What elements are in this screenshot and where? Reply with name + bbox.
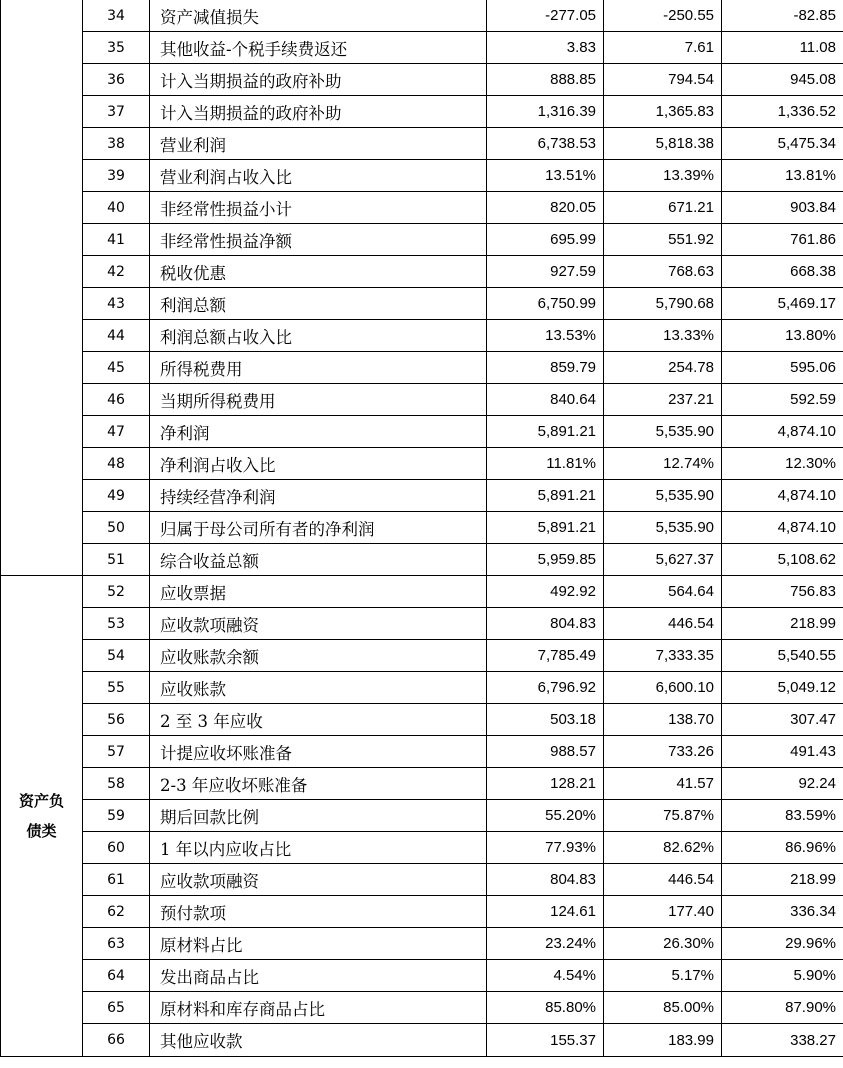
table-row bbox=[1, 64, 843, 96]
row-number: 53 bbox=[83, 608, 150, 640]
table-row bbox=[1, 864, 843, 896]
row-number: 54 bbox=[83, 640, 150, 672]
value-col-1: 11.81% bbox=[487, 448, 604, 480]
item-name: 计入当期损益的政府补助 bbox=[150, 96, 487, 128]
value-col-2: 733.26 bbox=[604, 736, 722, 768]
value-col-1: 85.80% bbox=[487, 992, 604, 1024]
value-col-1: 695.99 bbox=[487, 224, 604, 256]
row-number: 47 bbox=[83, 416, 150, 448]
value-col-3: 592.59 bbox=[722, 384, 843, 416]
row-number: 66 bbox=[83, 1024, 150, 1057]
category-label: 资产负 bbox=[18, 792, 64, 810]
value-col-3: 4,874.10 bbox=[722, 512, 843, 544]
value-col-3: 92.24 bbox=[722, 768, 843, 800]
value-col-1: 804.83 bbox=[487, 864, 604, 896]
item-name: 营业利润占收入比 bbox=[150, 160, 487, 192]
row-number: 61 bbox=[83, 864, 150, 896]
item-name: 归属于母公司所有者的净利润 bbox=[150, 512, 487, 544]
value-col-1: 5,891.21 bbox=[487, 416, 604, 448]
value-col-2: 5,627.37 bbox=[604, 544, 722, 576]
value-col-1: 4.54% bbox=[487, 960, 604, 992]
row-number: 39 bbox=[83, 160, 150, 192]
value-col-2: 5,535.90 bbox=[604, 512, 722, 544]
row-number: 59 bbox=[83, 800, 150, 832]
table-row bbox=[1, 544, 843, 576]
value-col-1: 927.59 bbox=[487, 256, 604, 288]
category-cell bbox=[1, 0, 83, 576]
row-number: 46 bbox=[83, 384, 150, 416]
value-col-1: 3.83 bbox=[487, 32, 604, 64]
value-col-2: 6,600.10 bbox=[604, 672, 722, 704]
value-col-3: 491.43 bbox=[722, 736, 843, 768]
item-name: 资产减值损失 bbox=[150, 0, 487, 32]
table-row bbox=[1, 160, 843, 192]
value-col-2: 26.30% bbox=[604, 928, 722, 960]
value-col-1: 5,891.21 bbox=[487, 512, 604, 544]
row-number: 63 bbox=[83, 928, 150, 960]
item-name: 营业利润 bbox=[150, 128, 487, 160]
row-number: 38 bbox=[83, 128, 150, 160]
value-col-3: 218.99 bbox=[722, 864, 843, 896]
table-row bbox=[1, 224, 843, 256]
value-col-1: 5,891.21 bbox=[487, 480, 604, 512]
row-number: 65 bbox=[83, 992, 150, 1024]
table-row bbox=[1, 0, 843, 32]
value-col-1: 988.57 bbox=[487, 736, 604, 768]
value-col-2: 13.33% bbox=[604, 320, 722, 352]
value-col-3: -82.85 bbox=[722, 0, 843, 32]
item-name: 综合收益总额 bbox=[150, 544, 487, 576]
value-col-2: 254.78 bbox=[604, 352, 722, 384]
table-row bbox=[1, 352, 843, 384]
value-col-1: 23.24% bbox=[487, 928, 604, 960]
table-row bbox=[1, 960, 843, 992]
table-row bbox=[1, 96, 843, 128]
value-col-2: 85.00% bbox=[604, 992, 722, 1024]
row-number: 56 bbox=[83, 704, 150, 736]
row-number: 64 bbox=[83, 960, 150, 992]
value-col-3: 4,874.10 bbox=[722, 416, 843, 448]
item-name: 1 年以内应收占比 bbox=[150, 832, 487, 864]
item-name: 预付款项 bbox=[150, 896, 487, 928]
item-name: 2 至 3 年应收 bbox=[150, 704, 487, 736]
value-col-1: 128.21 bbox=[487, 768, 604, 800]
row-number: 35 bbox=[83, 32, 150, 64]
value-col-1: 13.53% bbox=[487, 320, 604, 352]
table-row bbox=[1, 576, 843, 608]
row-number: 50 bbox=[83, 512, 150, 544]
row-number: 44 bbox=[83, 320, 150, 352]
row-number: 57 bbox=[83, 736, 150, 768]
row-number: 37 bbox=[83, 96, 150, 128]
table-row bbox=[1, 928, 843, 960]
table-row bbox=[1, 288, 843, 320]
table-row bbox=[1, 800, 843, 832]
row-number: 40 bbox=[83, 192, 150, 224]
value-col-3: 307.47 bbox=[722, 704, 843, 736]
value-col-3: 4,874.10 bbox=[722, 480, 843, 512]
value-col-3: 86.96% bbox=[722, 832, 843, 864]
value-col-3: 83.59% bbox=[722, 800, 843, 832]
item-name: 税收优惠 bbox=[150, 256, 487, 288]
value-col-3: 5,108.62 bbox=[722, 544, 843, 576]
table-row bbox=[1, 896, 843, 928]
table-row bbox=[1, 608, 843, 640]
value-col-2: 237.21 bbox=[604, 384, 722, 416]
item-name: 非经常性损益小计 bbox=[150, 192, 487, 224]
value-col-3: 5,049.12 bbox=[722, 672, 843, 704]
value-col-2: 82.62% bbox=[604, 832, 722, 864]
value-col-3: 595.06 bbox=[722, 352, 843, 384]
item-name: 持续经营净利润 bbox=[150, 480, 487, 512]
value-col-1: 492.92 bbox=[487, 576, 604, 608]
value-col-1: 55.20% bbox=[487, 800, 604, 832]
item-name: 当期所得税费用 bbox=[150, 384, 487, 416]
row-number: 48 bbox=[83, 448, 150, 480]
table-row bbox=[1, 320, 843, 352]
value-col-3: 756.83 bbox=[722, 576, 843, 608]
table-body bbox=[1, 0, 843, 1057]
row-number: 43 bbox=[83, 288, 150, 320]
value-col-1: 13.51% bbox=[487, 160, 604, 192]
row-number: 36 bbox=[83, 64, 150, 96]
value-col-2: 1,365.83 bbox=[604, 96, 722, 128]
value-col-2: 5,535.90 bbox=[604, 480, 722, 512]
row-number: 62 bbox=[83, 896, 150, 928]
item-name: 净利润 bbox=[150, 416, 487, 448]
table-row bbox=[1, 768, 843, 800]
value-col-2: 75.87% bbox=[604, 800, 722, 832]
value-col-2: 5,818.38 bbox=[604, 128, 722, 160]
value-col-3: 336.34 bbox=[722, 896, 843, 928]
table-row bbox=[1, 736, 843, 768]
value-col-2: 768.63 bbox=[604, 256, 722, 288]
value-col-3: 5,540.55 bbox=[722, 640, 843, 672]
item-name: 计提应收坏账准备 bbox=[150, 736, 487, 768]
item-name: 所得税费用 bbox=[150, 352, 487, 384]
value-col-1: 6,738.53 bbox=[487, 128, 604, 160]
value-col-3: 761.86 bbox=[722, 224, 843, 256]
table-row bbox=[1, 128, 843, 160]
value-col-2: 5,535.90 bbox=[604, 416, 722, 448]
row-number: 49 bbox=[83, 480, 150, 512]
value-col-2: 564.64 bbox=[604, 576, 722, 608]
category-label: 债类 bbox=[26, 822, 57, 840]
table-row bbox=[1, 672, 843, 704]
value-col-2: 183.99 bbox=[604, 1024, 722, 1057]
item-name: 应收账款余额 bbox=[150, 640, 487, 672]
value-col-2: 671.21 bbox=[604, 192, 722, 224]
row-number: 55 bbox=[83, 672, 150, 704]
value-col-3: 13.80% bbox=[722, 320, 843, 352]
value-col-1: 155.37 bbox=[487, 1024, 604, 1057]
value-col-1: 6,796.92 bbox=[487, 672, 604, 704]
table-row bbox=[1, 448, 843, 480]
value-col-1: 503.18 bbox=[487, 704, 604, 736]
value-col-2: 5,790.68 bbox=[604, 288, 722, 320]
value-col-1: 6,750.99 bbox=[487, 288, 604, 320]
row-number: 58 bbox=[83, 768, 150, 800]
value-col-2: 446.54 bbox=[604, 864, 722, 896]
value-col-3: 12.30% bbox=[722, 448, 843, 480]
value-col-1: 820.05 bbox=[487, 192, 604, 224]
value-col-3: 5,469.17 bbox=[722, 288, 843, 320]
item-name: 净利润占收入比 bbox=[150, 448, 487, 480]
value-col-1: 840.64 bbox=[487, 384, 604, 416]
row-number: 51 bbox=[83, 544, 150, 576]
value-col-3: 5,475.34 bbox=[722, 128, 843, 160]
table-row bbox=[1, 704, 843, 736]
value-col-2: 12.74% bbox=[604, 448, 722, 480]
row-number: 45 bbox=[83, 352, 150, 384]
value-col-3: 29.96% bbox=[722, 928, 843, 960]
value-col-2: 5.17% bbox=[604, 960, 722, 992]
value-col-2: 41.57 bbox=[604, 768, 722, 800]
row-number: 60 bbox=[83, 832, 150, 864]
value-col-2: 177.40 bbox=[604, 896, 722, 928]
item-name: 其他应收款 bbox=[150, 1024, 487, 1057]
item-name: 计入当期损益的政府补助 bbox=[150, 64, 487, 96]
table-row bbox=[1, 1024, 843, 1057]
item-name: 应收款项融资 bbox=[150, 608, 487, 640]
value-col-1: 888.85 bbox=[487, 64, 604, 96]
row-number: 52 bbox=[83, 576, 150, 608]
table-row bbox=[1, 512, 843, 544]
table-row bbox=[1, 384, 843, 416]
value-col-2: 138.70 bbox=[604, 704, 722, 736]
value-col-3: 13.81% bbox=[722, 160, 843, 192]
row-number: 42 bbox=[83, 256, 150, 288]
value-col-3: 945.08 bbox=[722, 64, 843, 96]
value-col-2: 7,333.35 bbox=[604, 640, 722, 672]
item-name: 应收账款 bbox=[150, 672, 487, 704]
item-name: 原材料占比 bbox=[150, 928, 487, 960]
value-col-1: 7,785.49 bbox=[487, 640, 604, 672]
item-name: 应收票据 bbox=[150, 576, 487, 608]
table-row bbox=[1, 992, 843, 1024]
value-col-3: 5.90% bbox=[722, 960, 843, 992]
value-col-1: 77.93% bbox=[487, 832, 604, 864]
value-col-2: 13.39% bbox=[604, 160, 722, 192]
table-row bbox=[1, 832, 843, 864]
value-col-1: 804.83 bbox=[487, 608, 604, 640]
value-col-3: 1,336.52 bbox=[722, 96, 843, 128]
value-col-2: 551.92 bbox=[604, 224, 722, 256]
table-row bbox=[1, 416, 843, 448]
row-number: 41 bbox=[83, 224, 150, 256]
table-row bbox=[1, 256, 843, 288]
value-col-2: 794.54 bbox=[604, 64, 722, 96]
item-name: 期后回款比例 bbox=[150, 800, 487, 832]
value-col-2: -250.55 bbox=[604, 0, 722, 32]
category-cell bbox=[1, 576, 83, 1057]
table-row bbox=[1, 480, 843, 512]
item-name: 发出商品占比 bbox=[150, 960, 487, 992]
value-col-3: 11.08 bbox=[722, 32, 843, 64]
value-col-1: 1,316.39 bbox=[487, 96, 604, 128]
value-col-3: 903.84 bbox=[722, 192, 843, 224]
item-name: 原材料和库存商品占比 bbox=[150, 992, 487, 1024]
table-row bbox=[1, 192, 843, 224]
value-col-3: 338.27 bbox=[722, 1024, 843, 1057]
value-col-1: 124.61 bbox=[487, 896, 604, 928]
table-row bbox=[1, 32, 843, 64]
item-name: 利润总额占收入比 bbox=[150, 320, 487, 352]
value-col-1: 859.79 bbox=[487, 352, 604, 384]
value-col-1: 5,959.85 bbox=[487, 544, 604, 576]
value-col-1: -277.05 bbox=[487, 0, 604, 32]
value-col-3: 87.90% bbox=[722, 992, 843, 1024]
value-col-2: 446.54 bbox=[604, 608, 722, 640]
item-name: 其他收益-个税手续费返还 bbox=[150, 32, 487, 64]
item-name: 利润总额 bbox=[150, 288, 487, 320]
value-col-3: 668.38 bbox=[722, 256, 843, 288]
row-number: 34 bbox=[83, 0, 150, 32]
item-name: 应收款项融资 bbox=[150, 864, 487, 896]
value-col-3: 218.99 bbox=[722, 608, 843, 640]
item-name: 非经常性损益净额 bbox=[150, 224, 487, 256]
table-row bbox=[1, 640, 843, 672]
item-name: 2-3 年应收坏账准备 bbox=[150, 768, 487, 800]
value-col-2: 7.61 bbox=[604, 32, 722, 64]
